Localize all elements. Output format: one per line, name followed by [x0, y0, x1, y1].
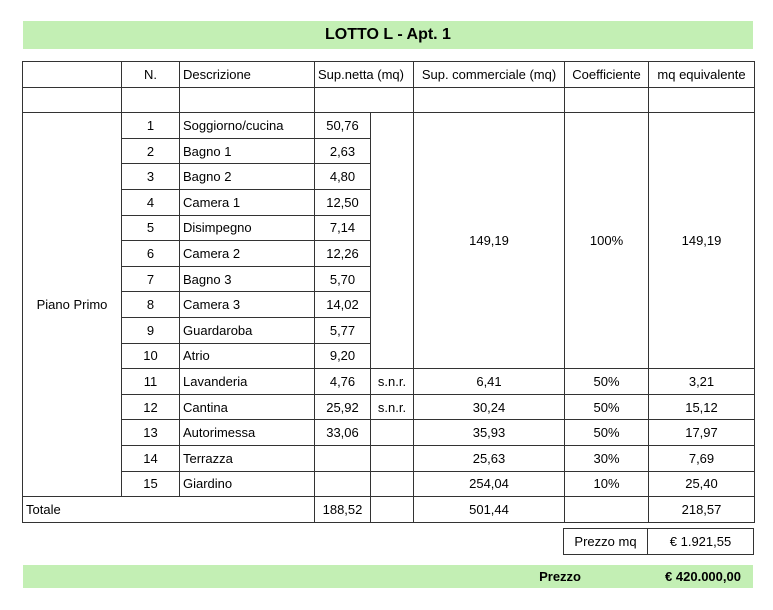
- row-sup-commerciale: 254,04: [414, 471, 565, 497]
- prezzo-bar: [23, 565, 753, 588]
- table-row: [23, 369, 755, 395]
- row-descrizione: Giardino: [180, 471, 315, 497]
- row-sup-netta: 50,76: [315, 113, 371, 139]
- row-n: 7: [122, 266, 180, 292]
- row-mq-equivalente: 25,40: [649, 471, 755, 497]
- row-descrizione: Soggiorno/cucina: [180, 113, 315, 139]
- row-mq-equivalente: 15,12: [649, 394, 755, 420]
- row-descrizione: Terrazza: [180, 445, 315, 471]
- group-mq-equivalente: 149,19: [649, 113, 755, 369]
- row-descrizione: Atrio: [180, 343, 315, 369]
- row-sup-netta: 25,92: [315, 394, 371, 420]
- header-descrizione: Descrizione: [180, 62, 315, 88]
- row-n: 13: [122, 420, 180, 446]
- row-n: 3: [122, 164, 180, 190]
- prezzo-label: Prezzo: [539, 569, 581, 584]
- row-coefficiente: 50%: [565, 394, 649, 420]
- row-descrizione: Camera 3: [180, 292, 315, 318]
- row-n: 10: [122, 343, 180, 369]
- totale-coefficiente: [565, 497, 649, 523]
- row-sup-netta: 5,77: [315, 317, 371, 343]
- row-n: 11: [122, 369, 180, 395]
- row-sup-netta: 5,70: [315, 266, 371, 292]
- header-row: [23, 62, 755, 88]
- header-sup-netta: Sup.netta (mq): [315, 62, 414, 88]
- row-descrizione: Bagno 1: [180, 138, 315, 164]
- row-note: [371, 420, 414, 446]
- row-coefficiente: 50%: [565, 369, 649, 395]
- row-note: s.n.r.: [371, 394, 414, 420]
- row-sup-netta: 4,80: [315, 164, 371, 190]
- row-sup-netta: 2,63: [315, 138, 371, 164]
- row-sup-netta: 33,06: [315, 420, 371, 446]
- row-descrizione: Camera 2: [180, 241, 315, 267]
- row-n: 1: [122, 113, 180, 139]
- row-sup-commerciale: 25,63: [414, 445, 565, 471]
- group-note: [371, 113, 414, 369]
- row-sup-netta: 12,50: [315, 189, 371, 215]
- row-mq-equivalente: 3,21: [649, 369, 755, 395]
- row-n: 8: [122, 292, 180, 318]
- row-descrizione: Bagno 2: [180, 164, 315, 190]
- row-mq-equivalente: 17,97: [649, 420, 755, 446]
- floor-cell: Piano Primo: [23, 113, 122, 497]
- totale-note: [371, 497, 414, 523]
- group-coefficiente: 100%: [565, 113, 649, 369]
- row-n: 6: [122, 241, 180, 267]
- row-note: [371, 445, 414, 471]
- row-n: 14: [122, 445, 180, 471]
- row-descrizione: Guardaroba: [180, 317, 315, 343]
- row-sup-commerciale: 35,93: [414, 420, 565, 446]
- row-n: 9: [122, 317, 180, 343]
- totale-sup-netta: 188,52: [315, 497, 371, 523]
- row-descrizione: Disimpegno: [180, 215, 315, 241]
- row-descrizione: Cantina: [180, 394, 315, 420]
- row-coefficiente: 30%: [565, 445, 649, 471]
- header-sup-commerciale: Sup. commerciale (mq): [414, 62, 565, 88]
- header-n: N.: [122, 62, 180, 88]
- row-sup-commerciale: 30,24: [414, 394, 565, 420]
- row-descrizione: Autorimessa: [180, 420, 315, 446]
- table-row: [23, 420, 755, 446]
- row-n: 15: [122, 471, 180, 497]
- prezzo-mq-label: Prezzo mq: [564, 529, 648, 554]
- header-empty: [23, 62, 122, 88]
- row-coefficiente: 10%: [565, 471, 649, 497]
- row-n: 2: [122, 138, 180, 164]
- header-coefficiente: Coefficiente: [565, 62, 649, 88]
- row-descrizione: Lavanderia: [180, 369, 315, 395]
- row-coefficiente: 50%: [565, 420, 649, 446]
- row-note: [371, 471, 414, 497]
- totale-sup-commerciale: 501,44: [414, 497, 565, 523]
- row-descrizione: Camera 1: [180, 189, 315, 215]
- table-row: [23, 471, 755, 497]
- row-sup-netta: 12,26: [315, 241, 371, 267]
- spacer-row: [23, 87, 755, 113]
- row-mq-equivalente: 7,69: [649, 445, 755, 471]
- row-sup-netta: [315, 445, 371, 471]
- totale-row: [23, 497, 755, 523]
- lot-title: LOTTO L - Apt. 1: [23, 21, 753, 49]
- table-row: [23, 394, 755, 420]
- row-sup-netta: 14,02: [315, 292, 371, 318]
- row-sup-netta: [315, 471, 371, 497]
- row-n: 12: [122, 394, 180, 420]
- prezzo-mq-value: € 1.921,55: [669, 534, 732, 549]
- totale-label: Totale: [23, 497, 315, 523]
- prezzo-value: € 420.000,00: [665, 569, 741, 584]
- row-sup-netta: 4,76: [315, 369, 371, 395]
- row-descrizione: Bagno 3: [180, 266, 315, 292]
- group-sup-commerciale: 149,19: [414, 113, 565, 369]
- row-n: 5: [122, 215, 180, 241]
- table-row: [23, 113, 755, 139]
- row-note: s.n.r.: [371, 369, 414, 395]
- area-table: [22, 61, 755, 523]
- row-sup-netta: 7,14: [315, 215, 371, 241]
- totale-mq-equivalente: 218,57: [649, 497, 755, 523]
- row-n: 4: [122, 189, 180, 215]
- row-sup-commerciale: 6,41: [414, 369, 565, 395]
- prezzo-mq-box: [563, 528, 754, 555]
- row-sup-netta: 9,20: [315, 343, 371, 369]
- table-row: [23, 445, 755, 471]
- header-mq-equivalente: mq equivalente: [649, 62, 755, 88]
